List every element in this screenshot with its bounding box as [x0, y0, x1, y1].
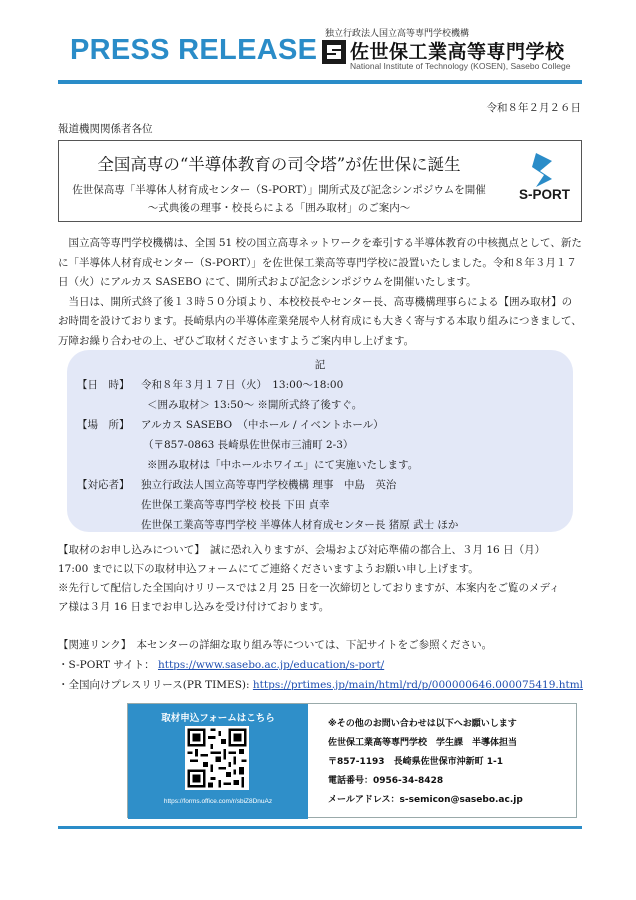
s-port-link-label: ・S-PORT サイト：: [58, 659, 155, 671]
place-value: アルカス SASEBO （中ホール / イベントホール）: [141, 419, 384, 431]
qr-code-icon[interactable]: [185, 726, 249, 790]
form-url[interactable]: https://forms.office.com/r/sbiZ8DnuAz: [163, 798, 273, 805]
responder-label: 【対応者】: [77, 479, 130, 491]
date-label: 【日 時】: [77, 379, 130, 391]
application-line-4: ア様は３月 16 日までお申し込みを受け付けております。: [58, 601, 330, 613]
date-value: 令和８年３月１７日（火） 13:00～18:00: [141, 379, 344, 391]
form-title: 取材申込フォームはこちら: [161, 713, 275, 724]
s-port-link-row: [58, 657, 384, 672]
s-port-logo-text: S-PORT: [519, 187, 571, 202]
place-address: （〒857-0863 長崎県佐世保市三浦町 2-3）: [143, 439, 354, 451]
application-line-2: 17:00 までに以下の取材申込フォームにてご連絡くださいますようお願い申し上げます。: [58, 563, 479, 575]
addressee: 報道機関関係者各位: [58, 123, 153, 135]
application-line-3: ※先行して配信した全国向けリリースでは２月 25 日を一次締切としておりますが、本案内をご覧のメディ: [58, 582, 560, 594]
release-title: 全国高専の“半導体教育の司令塔”が佐世保に誕生: [97, 155, 461, 174]
s-port-logo-icon: [514, 151, 576, 213]
body-text: [58, 234, 582, 351]
place-note: ※囲み取材は「中ホールホワイエ」にて実施いたします。: [147, 459, 419, 471]
release-date: 令和８年２月２６日: [486, 102, 581, 114]
footer-divider: [58, 826, 582, 829]
contact-email: メールアドレス：s-semicon@sasebo.ac.jp: [328, 795, 523, 805]
contact-address: 〒857-1193 長崎県佐世保市沖新町 1-1: [328, 757, 503, 767]
contact-panel: [127, 703, 577, 818]
s-port-link[interactable]: https://www.sasebo.ac.jp/education/s-port/: [157, 659, 385, 671]
place-label: 【場 所】: [77, 419, 130, 431]
header-divider: [58, 80, 582, 84]
application-form-box[interactable]: [128, 704, 308, 819]
college-name: 佐世保工業高等専門学校: [350, 41, 565, 63]
responder-1: 独立行政法人国立高等専門学校機構 理事 中島 英治: [141, 479, 397, 491]
body-paragraph-2: 当日は、開所式終了後１３時５０分頃より、本校校長やセンター長、高専機構理事らによる【囲み取材】のお時間を設けております。長崎県内の半導体産業発展や人材育成にも大きく寄与する本取り組みにつきまして、万障お繰り合わせの上、ぜひご取材くださいますようご案内申し上げます。: [58, 295, 582, 347]
release-subtitle-2: ～式典後の理事・校長らによる「囲み取材」のご案内～: [147, 202, 411, 214]
responder-3: 佐世保工業高等専門学校 半導体人材育成センター長 猪原 武士 ほか: [141, 519, 459, 531]
contact-intro: ※その他のお問い合わせは以下へお願いします: [328, 719, 517, 729]
event-details-box: [67, 350, 573, 532]
press-release-heading: PRESS RELEASE: [70, 34, 318, 66]
org-parent-name: 独立行政法人国立高等専門学校機構: [325, 29, 470, 39]
prtimes-link-label: ・全国向けプレスリリース(PR TIMES):: [58, 679, 250, 691]
release-subtitle: 佐世保高専「半導体人材育成センター（S-PORT）」開所式及び記念シンポジウムを開催: [72, 184, 486, 196]
application-line-1: 【取材のお申し込みについて】 誠に恐れ入りますが、会場および対応準備の都合上、３月 16 日（月）: [58, 544, 546, 556]
body-paragraph-1: 国立高等専門学校機構は、全国 51 校の国立高専ネットワークを牽引する半導体教育の中核拠点として、新たに「半導体人材育成センター（S-PORT）」を佐世保工業高等専門学校に設置いたしました。令和８年３月１７日（火）にアルカス SASEBO にて、開所式および記念シンポジウムを開催いたします。: [58, 237, 582, 288]
college-logo-icon: [322, 40, 346, 64]
details-heading: 記: [314, 359, 326, 371]
contact-department: 佐世保工業高等専門学校 学生課 半導体担当: [328, 738, 518, 748]
prtimes-link[interactable]: https://prtimes.jp/main/html/rd/p/000000646.000075419.html: [252, 679, 584, 691]
college-name-english: National Institute of Technology (KOSEN), Sasebo College: [350, 61, 571, 71]
responder-2: 佐世保工業高等専門学校 校長 下田 貞幸: [141, 499, 330, 511]
interview-time: ＜囲み取材＞ 13:50～ ※開所式終了後すぐ。: [147, 399, 363, 411]
prtimes-link-row: [58, 677, 583, 692]
contact-phone: 電話番号：0956-34-8428: [328, 776, 444, 786]
title-box: [58, 140, 582, 222]
links-intro: 【関連リンク】 本センターの詳細な取り組み等については、下記サイトをご参照ください。: [58, 639, 493, 651]
